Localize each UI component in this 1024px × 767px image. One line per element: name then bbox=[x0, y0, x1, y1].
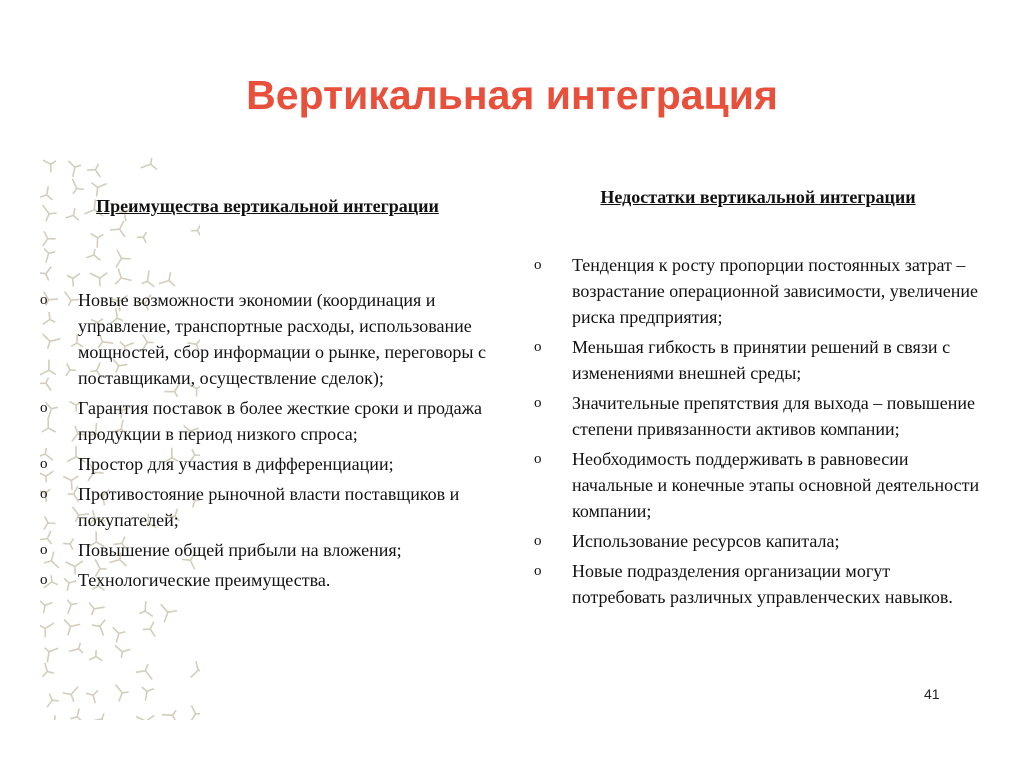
item-text: Тенденция к росту пропорции постоянных затрат – возрастание операционной зависимости, увеличение риска предприятия; bbox=[572, 255, 979, 327]
disadvantages-heading: Недостатки вертикальной интеграции bbox=[600, 187, 916, 207]
list-item bbox=[40, 395, 502, 447]
advantages-list bbox=[40, 287, 502, 597]
bullet: o bbox=[40, 456, 48, 472]
disadvantages-list bbox=[534, 252, 982, 614]
bullet: o bbox=[40, 572, 48, 588]
bullet: o bbox=[534, 563, 542, 579]
bullet: o bbox=[40, 292, 48, 308]
bullet: o bbox=[40, 542, 48, 558]
bullet: o bbox=[534, 451, 542, 467]
list-item bbox=[534, 334, 982, 386]
item-text: Технологические преимущества. bbox=[78, 570, 331, 590]
list-item bbox=[534, 252, 982, 330]
slide-title: Вертикальная интеграция bbox=[246, 72, 778, 118]
item-text: Использование ресурсов капитала; bbox=[572, 531, 840, 551]
item-text: Необходимость поддерживать в равновесии начальные и конечные этапы основной деятельности компании; bbox=[572, 449, 980, 521]
list-item bbox=[40, 537, 502, 563]
item-text: Значительные препятствия для выхода – повышение степени привязанности активов компании; bbox=[572, 393, 976, 439]
bullet: o bbox=[40, 400, 48, 416]
bullet: o bbox=[534, 533, 542, 549]
item-text: Простор для участия в дифференциации; bbox=[78, 454, 394, 474]
page-number: 41 bbox=[924, 686, 940, 702]
bullet: o bbox=[534, 257, 542, 273]
list-item bbox=[534, 390, 982, 442]
list-item bbox=[40, 287, 502, 391]
item-text: Меньшая гибкость в принятии решений в связи с изменениями внешней среды; bbox=[572, 337, 951, 383]
list-item bbox=[40, 451, 502, 477]
bullet: o bbox=[40, 486, 48, 502]
item-text: Новые подразделения организации могут потребовать различных управленческих навыков. bbox=[572, 561, 953, 607]
bullet: o bbox=[534, 339, 542, 355]
item-text: Противостояние рыночной власти поставщиков и покупателей; bbox=[78, 484, 460, 530]
list-item bbox=[534, 528, 982, 554]
bullet: o bbox=[534, 395, 542, 411]
item-text: Гарантия поставок в более жесткие сроки и продажа продукции в период низкого спроса; bbox=[78, 398, 483, 444]
item-text: Повышение общей прибыли на вложения; bbox=[78, 540, 402, 560]
list-item bbox=[534, 446, 982, 524]
advantages-heading: Преимущества вертикальной интеграции bbox=[96, 196, 439, 216]
item-text: Новые возможности экономии (координация и управление, транспортные расходы, использование мощностей, сбор информации о рынке, переговоры с поставщиками, осуществление сделок); bbox=[78, 290, 487, 388]
list-item bbox=[40, 481, 502, 533]
list-item bbox=[534, 558, 982, 610]
list-item bbox=[40, 567, 502, 593]
